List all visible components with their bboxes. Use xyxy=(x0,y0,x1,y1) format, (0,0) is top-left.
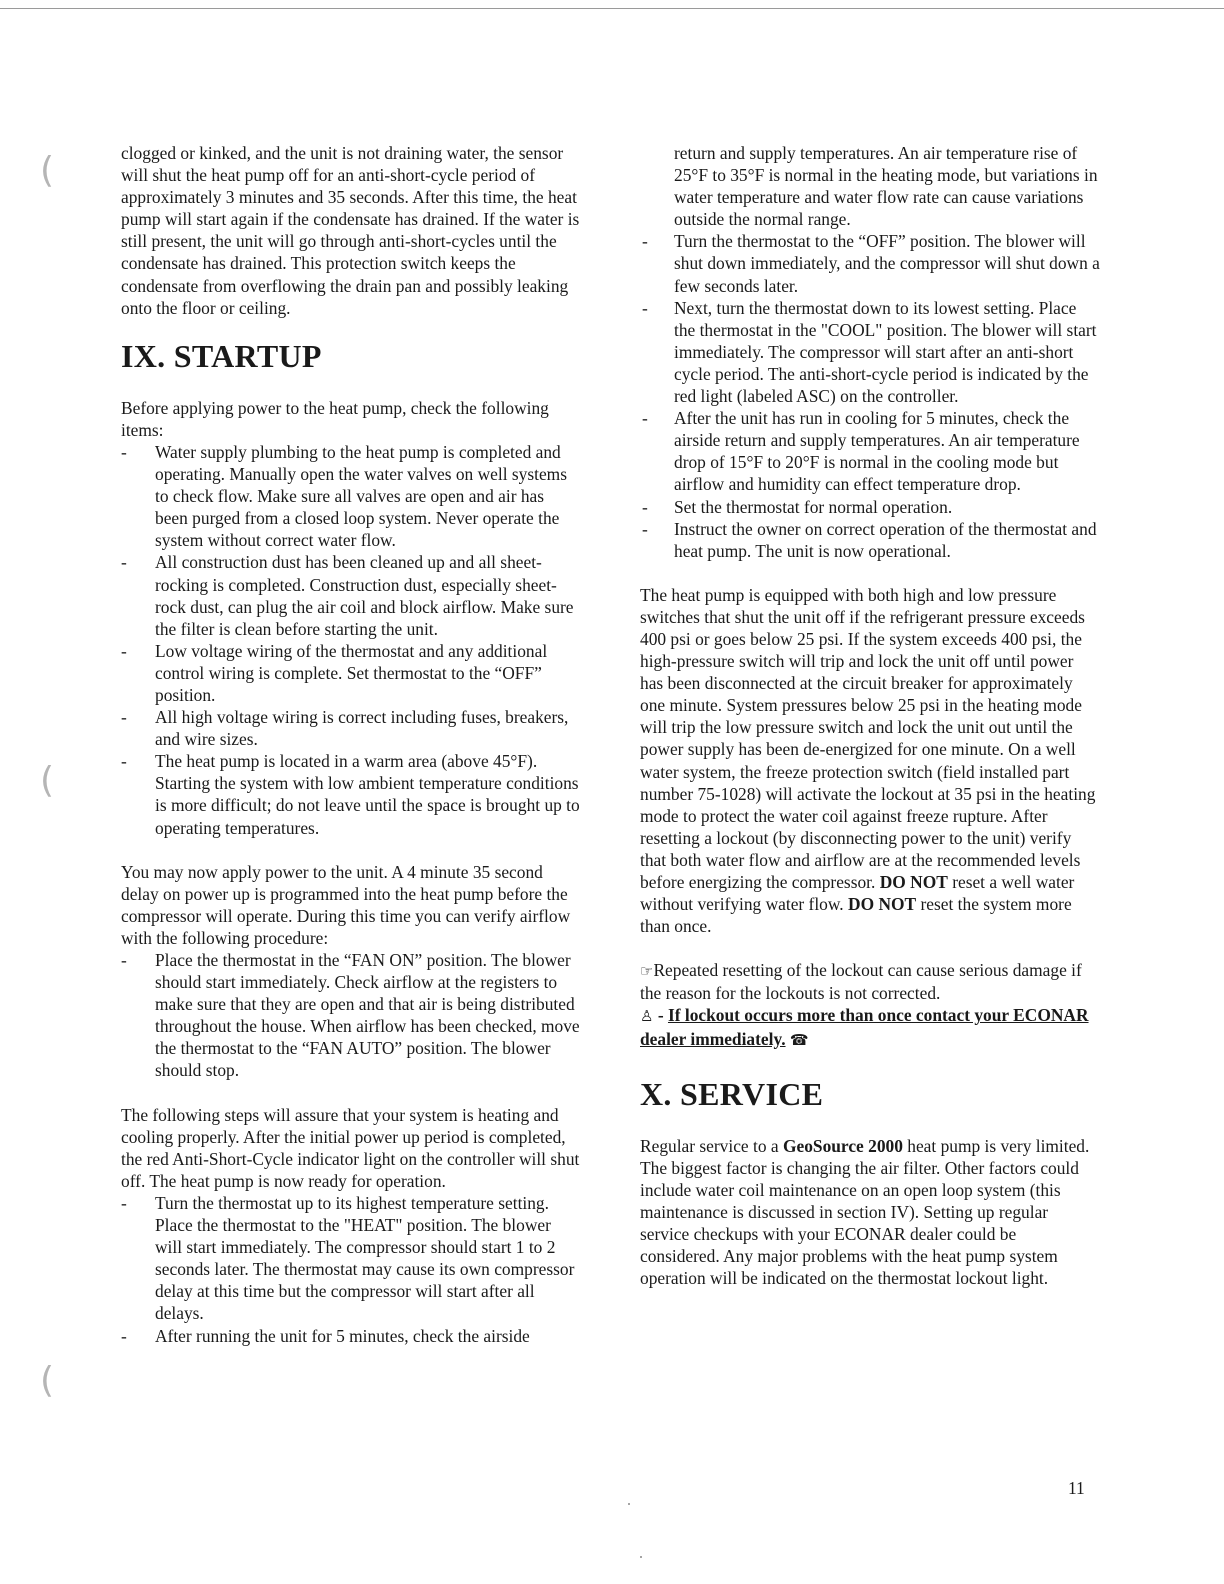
do-not-emphasis: DO NOT xyxy=(848,894,917,915)
pressure-switch-paragraph xyxy=(640,584,1100,938)
list-item: - Next, turn the thermostat down to its lowest setting. Place the thermostat in the "COOL" position. The blower will start immediately. The compressor will start after an anti-short cycle period. The anti-short-cycle period is indicated by the red light (labeled ASC) on the controller. xyxy=(674,297,1100,407)
warning-paragraph xyxy=(640,959,1100,1004)
right-column xyxy=(640,142,1100,1289)
product-name: GeoSource 2000 xyxy=(782,1135,903,1156)
service-text-b: heat pump is very limited. The biggest factor is changing the air filter. Other factors could include water coil maintenance on an open loop system (this maintenance is discussed in section IV). Setting up regular service checkups with your ECONAR dealer could be considered. Any major problems with the heat pump system operation will be indicated on the thermostat lockout light. xyxy=(640,1135,1090,1289)
list-item: - After running the unit for 5 minutes, check the airside xyxy=(121,1325,581,1347)
top-rule xyxy=(0,8,1224,9)
warning-text: Repeated resetting of the lockout can cause serious damage if the reason for the lockouts is not corrected. xyxy=(640,960,1082,1004)
list-item: - All high voltage wiring is correct including fuses, breakers, and wire sizes. xyxy=(121,706,581,750)
airflow-procedure xyxy=(121,949,581,1082)
checklist-intro: Before applying power to the heat pump, check the following items: xyxy=(121,397,549,440)
operation-steps-paragraph: The following steps will assure that your system is heating and cooling properly. After the initial power up period is completed, the red Anti-Short-Cycle indicator light on the controller will shut off. The heat pump is now ready for operation. xyxy=(121,1104,580,1191)
list-item: - Place the thermostat in the “FAN ON” position. The blower should start immediately. Check airflow at the registers to make sure that they are open and that air is being distributed throughout the house. When airflow has been checked, move the thermostat to the “FAN AUTO” position. The blower should stop. xyxy=(121,949,581,1082)
list-item: - Low voltage wiring of the thermostat and any additional control wiring is complete. Set thermostat to the “OFF” position. xyxy=(121,640,581,706)
pressure-text-a: The heat pump is equipped with both high and low pressure switches that shut the unit off if the refrigerant pressure exceeds 400 psi or goes below 25 psi. If the system exceeds 400 psi, the high-pressure switch will trip and lock the unit off until power has been disconnected at the circuit breaker for approximately one minute. System pressures below 25 psi in the heating mode will trip the low pressure switch and lock the unit out until the power supply has been de-energized for one minute. On a well water system, the freeze protection switch (field installed part number 75-1028) will activate the lockout at 35 psi in the heating mode to protect the water coil against freeze rupture. After resetting a lockout (by disconnecting power to the unit) verify that both water flow and airflow are at the recommended levels before energizing the compressor. xyxy=(640,584,1096,892)
contact-notice xyxy=(640,1004,1100,1050)
contact-text: If lockout occurs more than once contact your ECONAR dealer immediately. xyxy=(640,1005,1089,1049)
power-up-paragraph: You may now apply power to the unit. A 4 minute 35 second delay on power up is programmed into the heat pump before the compressor will operate. During this time you can verify airflow with the following procedure: xyxy=(121,861,571,948)
list-item: - After the unit has run in cooling for 5 minutes, check the airside return and supply temperatures. An air temperature drop of 15°F to 20°F is normal in the cooling mode but airflow and humidity can effect temperature drop. xyxy=(674,407,1100,495)
pressure-text-c: reset the system more than once. xyxy=(640,894,1072,937)
pre-power-checklist xyxy=(121,441,581,839)
scan-speck xyxy=(628,1503,630,1505)
service-paragraph xyxy=(640,1135,1100,1290)
scan-speck xyxy=(640,1556,642,1558)
startup-heading: IX. STARTUP xyxy=(121,337,322,374)
list-item: - Turn the thermostat to the “OFF” position. The blower will shut down immediately, and the compressor will shut down a few seconds later. xyxy=(674,230,1100,296)
condensate-paragraph: clogged or kinked, and the unit is not draining water, the sensor will shut the heat pump off for an anti-short-cycle period of approximately 3 minutes and 35 seconds. After this time, the heat pump will start again if the condensate has drained. If the water is still present, the unit will go through anti-short-cycles until the condensate has drained. This protection switch keeps the condensate from overflowing the drain pan and possibly leaking onto the floor or ceiling. xyxy=(121,143,580,318)
list-item: - Turn the thermostat up to its highest temperature setting. Place the thermostat to the "HEAT" position. The blower will start immediately. The compressor should start 1 to 2 seconds later. The thermostat may cause its own compressor delay at this time but the compressor will start after all delays. xyxy=(121,1192,581,1325)
pressure-text-b: reset a well water without verifying water flow. xyxy=(640,872,1075,915)
binding-hole-mark: ( xyxy=(40,150,55,191)
left-column xyxy=(121,142,581,1347)
contact-dash: - xyxy=(657,1005,664,1026)
service-text-a: Regular service to a xyxy=(640,1135,779,1156)
operation-steps xyxy=(121,1192,581,1347)
service-heading: X. SERVICE xyxy=(640,1075,824,1112)
list-item: - Water supply plumbing to the heat pump is completed and operating. Manually open the water valves on well systems to check flow. Make sure all valves are open and air has been purged from a closed loop system. Never operate the system without correct water flow. xyxy=(121,441,581,551)
person-icon: ♙ xyxy=(640,1007,654,1026)
do-not-emphasis: DO NOT xyxy=(879,872,948,892)
list-item: - Instruct the owner on correct operation of the thermostat and heat pump. The unit is now operational. xyxy=(674,518,1100,562)
list-item: - The heat pump is located in a warm area (above 45°F). Starting the system with low ambient temperature conditions is more difficult; do not leave until the space is brought up to operating temperatures. xyxy=(121,750,581,838)
operation-steps-continued xyxy=(640,142,1100,562)
binding-hole-mark: ( xyxy=(40,1360,55,1401)
hand-pointer-icon: ☞ xyxy=(640,962,654,981)
list-item: - Set the thermostat for normal operation. xyxy=(674,496,1100,518)
page-number: 11 xyxy=(1068,1478,1085,1498)
telephone-icon: ☎ xyxy=(789,1030,809,1049)
list-item-continued: return and supply temperatures. An air temperature rise of 25°F to 35°F is normal in the heating mode, but variations in water temperature and water flow rate can cause variations outside the normal range. xyxy=(674,143,1098,230)
binding-hole-mark: ( xyxy=(40,760,55,801)
list-item: - All construction dust has been cleaned up and all sheet-rocking is completed. Construction dust, especially sheet-rock dust, can plug the air coil and block airflow. Make sure the filter is clean before starting the unit. xyxy=(121,551,581,639)
